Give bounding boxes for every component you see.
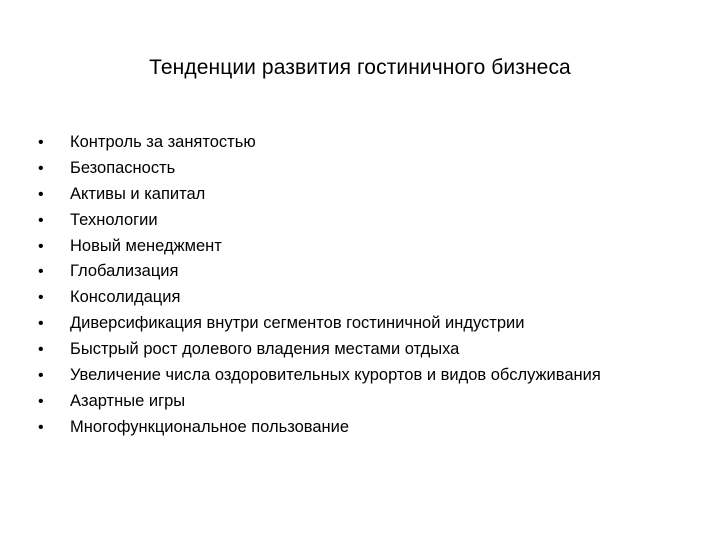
list-item-text: Диверсификация внутри сегментов гостиничной индустрии <box>70 314 525 333</box>
list-item-text: Консолидация <box>70 288 181 307</box>
list-item-text: Технологии <box>70 210 158 229</box>
list-item-text: Быстрый рост долевого владения местами отдыха <box>70 340 460 359</box>
bullet-icon: • <box>38 185 44 203</box>
bullet-icon: • <box>38 341 44 359</box>
list-item-text: Безопасность <box>70 158 176 177</box>
list-item-text: Новый менеджмент <box>70 236 222 255</box>
list-item-text: Азартные игры <box>70 391 186 410</box>
list-item-text: Увеличение числа оздоровительных курортов и видов обслуживания <box>70 366 601 385</box>
bullet-icon: • <box>38 134 44 151</box>
bullet-icon: • <box>38 418 44 436</box>
bullet-icon: • <box>38 289 44 307</box>
bullet-icon: • <box>38 237 44 255</box>
list-item-text: Многофункциональное пользование <box>70 417 350 436</box>
list-item-text: Глобализация <box>70 262 179 281</box>
list-item-text: Активы и капитал <box>70 184 206 203</box>
bullet-icon: • <box>38 315 44 333</box>
bullet-icon: • <box>38 367 44 385</box>
bullet-icon: • <box>38 159 44 177</box>
slide-title: Тенденции развития гостиничного бизнеса <box>149 56 571 79</box>
bullet-icon: • <box>38 263 44 281</box>
list-item-text: Контроль за занятостью <box>70 133 256 151</box>
bullet-icon: • <box>38 211 44 229</box>
bullet-icon: • <box>38 392 44 410</box>
